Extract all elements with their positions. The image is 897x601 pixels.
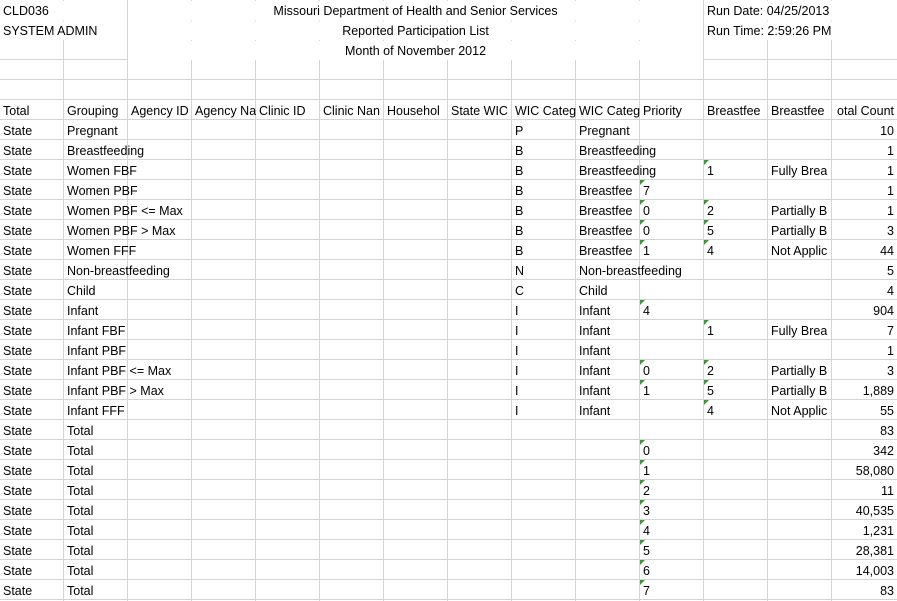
table-cell[interactable]: I (515, 304, 519, 318)
table-cell[interactable]: 83 (880, 424, 894, 438)
table-cell[interactable]: Breastfeeding (579, 144, 657, 158)
row-gridline (0, 479, 897, 480)
error-indicator-icon (704, 360, 709, 365)
row-gridline (0, 539, 897, 540)
row-gridline (0, 359, 897, 360)
table-cell[interactable]: Infant PBF (67, 344, 127, 358)
row-gridline (0, 319, 897, 320)
table-cell[interactable]: Total (67, 484, 94, 498)
error-indicator-icon (704, 200, 709, 205)
table-cell[interactable]: Total (67, 504, 94, 518)
error-indicator-icon (640, 540, 645, 545)
table-cell[interactable]: Non-breastfeeding (67, 264, 170, 278)
table-cell[interactable]: B (515, 224, 524, 238)
table-cell[interactable]: State (3, 224, 33, 238)
table-cell[interactable]: Infant (579, 324, 611, 338)
table-cell[interactable]: Total (67, 564, 94, 578)
table-cell[interactable]: 44 (880, 244, 894, 258)
column-gridline (255, 0, 256, 601)
table-cell[interactable]: P (515, 124, 524, 138)
table-cell[interactable]: State (3, 204, 33, 218)
table-cell[interactable]: 1,889 (862, 384, 894, 398)
table-cell[interactable]: Breastfee (579, 224, 633, 238)
column-header[interactable]: Total (3, 104, 30, 118)
table-cell[interactable]: State (3, 284, 33, 298)
table-cell[interactable]: State (3, 484, 33, 498)
table-cell[interactable]: Breastfee (579, 244, 633, 258)
row-gridline (0, 579, 897, 580)
table-cell[interactable]: Total (67, 444, 94, 458)
table-cell[interactable]: State (3, 544, 33, 558)
row-gridline (0, 159, 897, 160)
table-cell[interactable]: Infant FFF (67, 404, 125, 418)
table-cell[interactable]: State (3, 464, 33, 478)
table-cell[interactable]: Infant (579, 404, 611, 418)
row-gridline (0, 459, 897, 460)
error-indicator-icon (704, 220, 709, 225)
run-time-cell[interactable]: Run Time: 2:59:26 PM (707, 24, 832, 38)
table-cell[interactable]: State (3, 124, 33, 138)
column-header[interactable]: Breastfee (707, 104, 761, 118)
column-header[interactable]: WIC Categ (515, 104, 576, 118)
table-cell[interactable]: Breastfee (579, 204, 633, 218)
report-id-cell[interactable]: CLD036 (3, 4, 49, 18)
table-cell[interactable]: Partially B (771, 384, 828, 398)
table-cell[interactable]: 10 (880, 124, 894, 138)
table-cell[interactable]: State (3, 164, 33, 178)
error-indicator-icon (640, 480, 645, 485)
table-cell[interactable]: State (3, 324, 33, 338)
table-cell[interactable]: 904 (873, 304, 894, 318)
table-cell[interactable]: State (3, 244, 33, 258)
table-cell[interactable]: Fully Brea (771, 164, 828, 178)
table-cell[interactable]: 342 (873, 444, 894, 458)
row-gridline (0, 439, 897, 440)
table-cell[interactable]: Women PBF <= Max (67, 204, 183, 218)
table-cell[interactable]: 83 (880, 584, 894, 598)
error-indicator-icon (640, 460, 645, 465)
table-cell[interactable]: State (3, 304, 33, 318)
column-gridline (447, 0, 448, 601)
table-cell[interactable]: Infant PBF > Max (67, 384, 164, 398)
table-cell[interactable]: I (515, 364, 519, 378)
row-gridline (0, 79, 897, 80)
table-cell[interactable]: 1 (707, 164, 714, 178)
table-cell[interactable]: I (515, 344, 519, 358)
table-cell[interactable]: Infant (579, 344, 611, 358)
table-cell[interactable]: 4 (707, 244, 714, 258)
error-indicator-icon (704, 400, 709, 405)
column-header[interactable]: Agency ID (131, 104, 189, 118)
table-cell[interactable]: 2 (707, 204, 714, 218)
table-cell[interactable]: State (3, 524, 33, 538)
table-cell[interactable]: 5 (707, 224, 714, 238)
table-cell[interactable]: 7 (887, 324, 894, 338)
table-cell[interactable]: Child (67, 284, 96, 298)
table-cell[interactable]: Pregnant (67, 124, 118, 138)
error-indicator-icon (640, 500, 645, 505)
table-cell[interactable]: 1 (887, 344, 894, 358)
table-cell[interactable]: 0 (643, 204, 650, 218)
table-cell[interactable]: State (3, 424, 33, 438)
table-cell[interactable]: Infant (579, 304, 611, 318)
table-cell[interactable]: 7 (643, 184, 650, 198)
table-cell[interactable]: 5 (707, 384, 714, 398)
table-cell[interactable]: State (3, 504, 33, 518)
error-indicator-icon (640, 560, 645, 565)
department-cell[interactable]: Missouri Department of Health and Senior Services (273, 4, 558, 18)
table-cell[interactable]: B (515, 184, 524, 198)
table-cell[interactable]: 40,535 (855, 504, 894, 518)
error-indicator-icon (704, 160, 709, 165)
table-cell[interactable]: Partially B (771, 204, 828, 218)
table-cell[interactable]: 3 (887, 224, 894, 238)
user-cell[interactable]: SYSTEM ADMIN (3, 24, 98, 38)
table-cell[interactable]: Total (67, 464, 94, 478)
table-cell[interactable]: 3 (887, 364, 894, 378)
table-cell[interactable]: B (515, 144, 524, 158)
table-cell[interactable]: 0 (643, 224, 650, 238)
column-header[interactable]: WIC Categ (579, 104, 640, 118)
table-cell[interactable]: Infant PBF <= Max (67, 364, 172, 378)
error-indicator-icon (640, 580, 645, 585)
table-cell[interactable]: 6 (643, 564, 650, 578)
error-indicator-icon (640, 220, 645, 225)
row-gridline (0, 559, 897, 560)
table-cell[interactable]: Child (579, 284, 608, 298)
table-cell[interactable]: Breastfee (579, 184, 633, 198)
error-indicator-icon (640, 180, 645, 185)
column-gridline (383, 0, 384, 601)
table-cell[interactable]: 2 (707, 364, 714, 378)
table-cell[interactable]: 1 (643, 244, 650, 258)
column-header[interactable]: Grouping (67, 104, 119, 118)
table-cell[interactable]: B (515, 204, 524, 218)
table-cell[interactable]: 5 (887, 264, 894, 278)
table-cell[interactable]: 7 (643, 584, 650, 598)
table-cell[interactable]: 1 (887, 144, 894, 158)
row-gridline (0, 279, 897, 280)
row-gridline (0, 299, 897, 300)
table-cell[interactable]: I (515, 384, 519, 398)
error-indicator-icon (640, 520, 645, 525)
row-gridline (0, 599, 897, 600)
column-header[interactable]: Breastfee (771, 104, 825, 118)
table-cell[interactable]: 4 (887, 284, 894, 298)
table-cell[interactable]: Infant (67, 304, 99, 318)
table-cell[interactable]: 4 (643, 304, 650, 318)
table-cell[interactable]: Infant (579, 384, 611, 398)
row-gridline (0, 519, 897, 520)
table-cell[interactable]: 11 (881, 484, 894, 498)
table-cell[interactable]: State (3, 184, 33, 198)
table-cell[interactable]: State (3, 564, 33, 578)
table-cell[interactable]: 1 (707, 324, 714, 338)
table-cell[interactable]: State (3, 144, 33, 158)
row-gridline (0, 499, 897, 500)
table-cell[interactable]: Pregnant (579, 124, 630, 138)
table-cell[interactable]: 1 (887, 164, 894, 178)
table-cell[interactable]: 0 (643, 364, 650, 378)
table-cell[interactable]: Total (67, 584, 94, 598)
error-indicator-icon (640, 360, 645, 365)
run-date-cell[interactable]: Run Date: 04/25/2013 (707, 4, 830, 18)
report-title-cell[interactable]: Reported Participation List (342, 24, 489, 38)
error-indicator-icon (640, 300, 645, 305)
error-indicator-icon (640, 240, 645, 245)
table-cell[interactable]: Total (67, 524, 94, 538)
column-header[interactable]: Clinic Nan (323, 104, 380, 118)
table-cell[interactable]: Women PBF > Max (67, 224, 176, 238)
table-cell[interactable]: State (3, 404, 33, 418)
table-cell[interactable]: Partially B (771, 364, 828, 378)
table-cell[interactable]: B (515, 164, 524, 178)
table-cell[interactable]: 3 (643, 504, 650, 518)
error-indicator-icon (704, 380, 709, 385)
table-cell[interactable]: Infant (579, 364, 611, 378)
column-header[interactable]: Househol (387, 104, 440, 118)
table-cell[interactable]: 1 (887, 204, 894, 218)
column-header[interactable]: Agency Na (195, 104, 256, 118)
column-header[interactable]: State WIC (451, 104, 508, 118)
period-cell[interactable]: Month of November 2012 (344, 44, 487, 58)
error-indicator-icon (704, 320, 709, 325)
table-cell[interactable]: State (3, 384, 33, 398)
table-cell[interactable]: Breastfeeding (67, 144, 145, 158)
table-cell[interactable]: 1,231 (862, 524, 894, 538)
table-cell[interactable]: Partially B (771, 224, 828, 238)
table-cell[interactable]: Women FFF (67, 244, 137, 258)
error-indicator-icon (704, 240, 709, 245)
table-cell[interactable]: Non-breastfeeding (579, 264, 682, 278)
table-cell[interactable]: 1 (643, 384, 650, 398)
column-header[interactable]: otal Count (837, 104, 894, 118)
error-indicator-icon (640, 440, 645, 445)
table-cell[interactable]: I (515, 324, 519, 338)
table-cell[interactable]: Women FBF (67, 164, 137, 178)
table-cell[interactable]: 28,381 (855, 544, 894, 558)
table-cell[interactable]: 4 (643, 524, 650, 538)
table-cell[interactable]: State (3, 264, 33, 278)
table-cell[interactable]: State (3, 344, 33, 358)
column-header[interactable]: Clinic ID (259, 104, 306, 118)
table-cell[interactable]: State (3, 584, 33, 598)
column-gridline (191, 0, 192, 601)
table-cell[interactable]: 4 (707, 404, 714, 418)
table-cell[interactable]: Total (67, 544, 94, 558)
table-cell[interactable]: Fully Brea (771, 324, 828, 338)
row-gridline (0, 139, 897, 140)
table-cell[interactable]: State (3, 364, 33, 378)
table-cell[interactable]: Not Applic (771, 404, 828, 418)
table-cell[interactable]: Not Applic (771, 244, 828, 258)
table-cell[interactable]: 2 (643, 484, 650, 498)
table-cell[interactable]: 14,003 (855, 564, 894, 578)
error-indicator-icon (640, 200, 645, 205)
table-cell[interactable]: I (515, 404, 519, 418)
table-cell[interactable]: 55 (880, 404, 894, 418)
table-cell[interactable]: 58,080 (855, 464, 894, 478)
table-cell[interactable]: Infant FBF (67, 324, 126, 338)
table-cell[interactable]: 0 (643, 444, 650, 458)
table-cell[interactable]: Women PBF (67, 184, 138, 198)
column-gridline (319, 0, 320, 601)
table-cell[interactable]: 1 (643, 464, 650, 478)
table-cell[interactable]: 1 (887, 184, 894, 198)
table-cell[interactable]: N (515, 264, 525, 278)
table-cell[interactable]: Breastfeeding (579, 164, 657, 178)
table-cell[interactable]: State (3, 444, 33, 458)
table-cell[interactable]: Total (67, 424, 94, 438)
table-cell[interactable]: C (515, 284, 525, 298)
error-indicator-icon (640, 380, 645, 385)
row-gridline (0, 199, 897, 200)
table-cell[interactable]: 5 (643, 544, 650, 558)
column-gridline (767, 0, 768, 601)
table-cell[interactable]: B (515, 244, 524, 258)
column-header[interactable]: Priority (643, 104, 682, 118)
row-gridline (0, 99, 897, 100)
